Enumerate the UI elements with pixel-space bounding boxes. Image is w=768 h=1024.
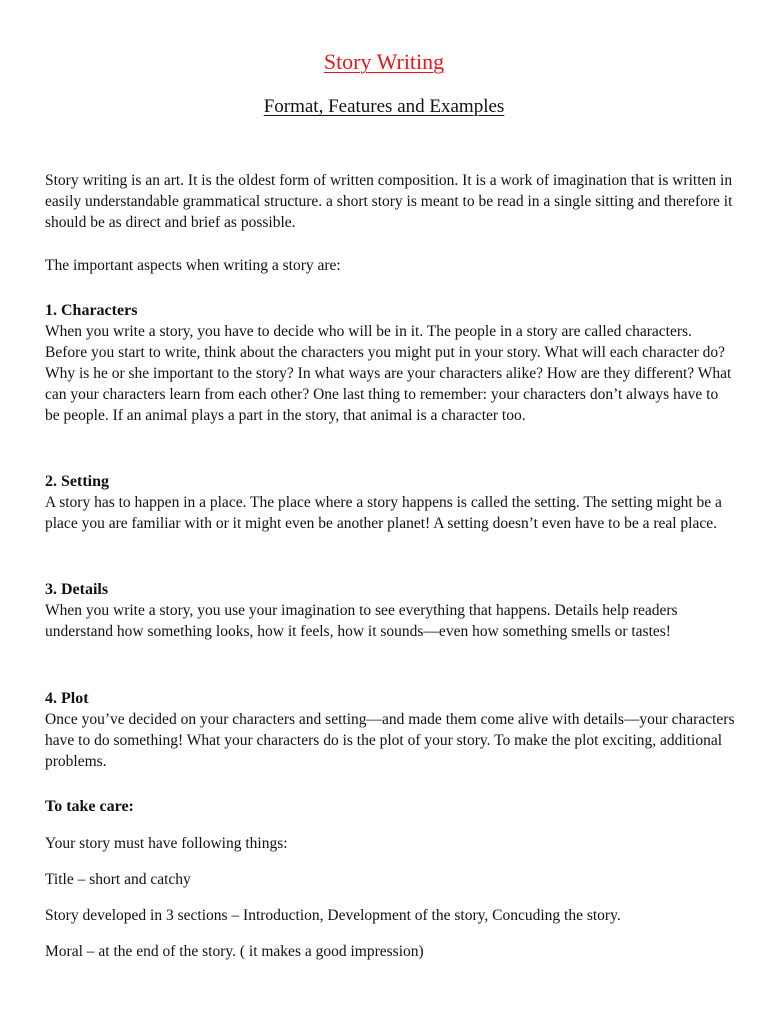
document-subtitle: Format, Features and Examples [263, 96, 505, 117]
care-lead: Your story must have following things: [45, 835, 288, 852]
section-body-setting: A story has to happen in a place. The place where a story happens is called the setting. The setting might be a place you are familiar with or it might even be another planet! A setting doesn’t even have to be a real place. [45, 494, 722, 532]
section-body-characters: When you write a story, you have to decide who will be in it. The people in a story are called characters. Before you start to write, think about the characters you might put in your story. What will each character do? Why is he or she important to the story? In what ways are your characters alike? How are they different? What can your characters learn from each other? One last thing to remember: your characters don’t always have to be people. If an animal plays a part in the story, that animal is a character too. [45, 323, 732, 424]
document-title: Story Writing [323, 49, 445, 74]
aspects-lead: The important aspects when writing a story are: [45, 257, 341, 274]
section-heading-setting: 2. Setting [45, 473, 109, 490]
intro-paragraph: Story writing is an art. It is the oldest form of written composition. It is a work of imagination that is written in easily understandable grammatical structure. a short story is meant to be read in a single sitting and therefore it should be as direct and brief as possible. [45, 172, 733, 231]
care-heading: To take care: [45, 798, 134, 815]
care-item-sections: Story developed in 3 sections – Introduction, Development of the story, Concuding the story. [45, 907, 621, 924]
section-heading-plot: 4. Plot [45, 690, 89, 707]
section-body-plot: Once you’ve decided on your characters and setting—and made them come alive with details—your characters have to do something! What your characters do is the plot of your story. To make the plot exciting, additional problems. [45, 711, 735, 770]
section-body-details: When you write a story, you use your imagination to see everything that happens. Details help readers understand how something looks, how it feels, how it sounds—even how something smells or tastes! [45, 602, 678, 640]
section-heading-characters: 1. Characters [45, 302, 138, 319]
section-heading-details: 3. Details [45, 581, 109, 598]
care-item-title: Title – short and catchy [45, 871, 191, 888]
care-item-moral: Moral – at the end of the story. ( it makes a good impression) [45, 943, 424, 960]
